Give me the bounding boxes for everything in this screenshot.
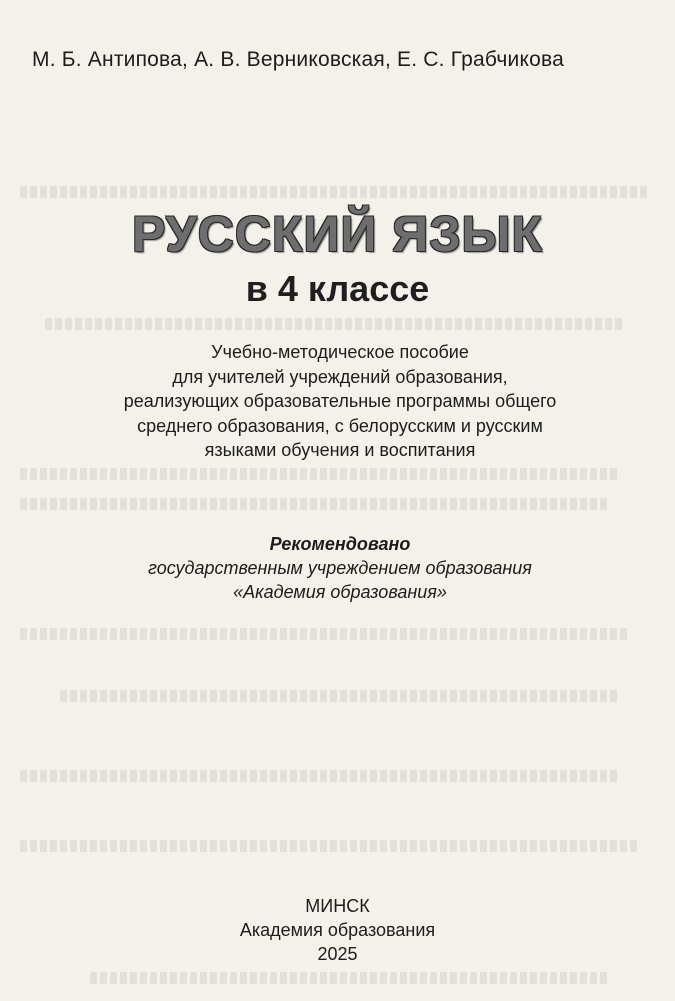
publication-year: 2025 xyxy=(317,944,358,964)
bleed-through-line xyxy=(20,498,610,510)
bleed-through-line xyxy=(45,318,625,330)
recommendation-line: государственным учреждением образования xyxy=(148,558,532,578)
publisher-name: Академия образования xyxy=(239,920,436,940)
book-subtitle-grade: в 4 классе xyxy=(245,268,430,309)
bleed-through-line xyxy=(20,770,620,782)
bleed-through-line xyxy=(20,840,640,852)
recommendation-heading: Рекомендовано xyxy=(269,534,411,554)
bleed-through-line xyxy=(20,468,620,480)
publisher-city: МИНСК xyxy=(305,896,370,916)
bleed-through-line xyxy=(60,690,620,702)
book-description xyxy=(100,340,580,463)
description-line: языками обучения и воспитания xyxy=(204,440,476,460)
bleed-through-line xyxy=(20,628,630,640)
recommendation-line: «Академия образования» xyxy=(233,582,447,602)
description-line: среднего образования, с белорусским и русским xyxy=(137,415,543,436)
description-line: Учебно-методическое пособие xyxy=(211,342,469,362)
bleed-through-line xyxy=(90,972,610,984)
description-line: реализующих образовательные программы общего xyxy=(123,391,557,411)
authors: М. Б. Антипова, А. В. Верниковская, Е. С. Грабчикова xyxy=(32,48,564,71)
bleed-through-line xyxy=(20,186,650,198)
recommendation xyxy=(60,532,620,604)
publisher-block xyxy=(0,894,675,966)
book-title: РУССКИЙ ЯЗЫК xyxy=(131,206,544,262)
description-line: для учителей учреждений образования, xyxy=(172,366,508,387)
